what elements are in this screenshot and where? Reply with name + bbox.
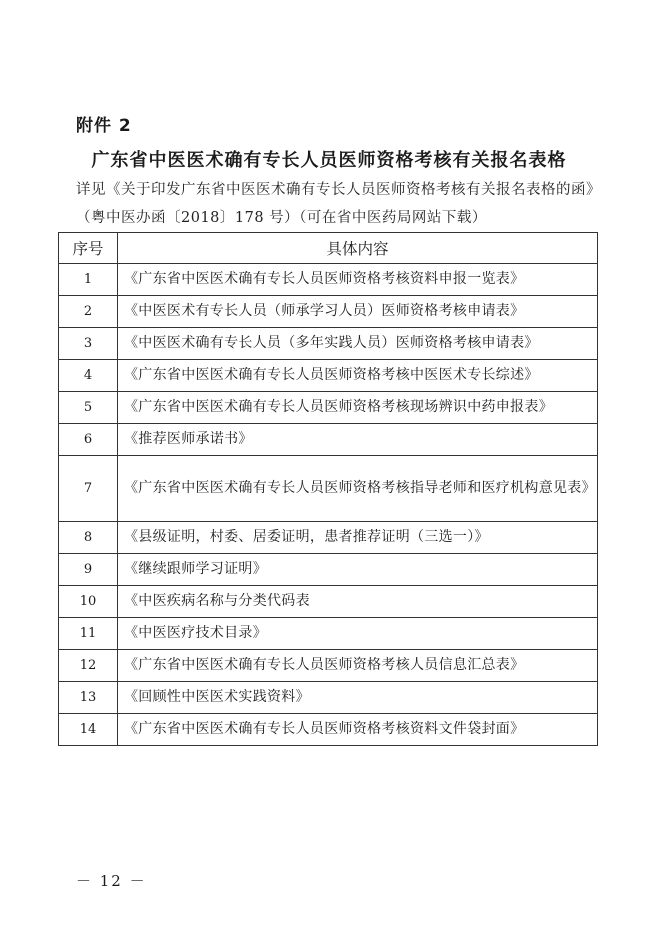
row-number: 6 (59, 424, 118, 456)
page-number: － 12 － (76, 872, 147, 890)
row-number: 13 (59, 682, 118, 714)
row-number: 12 (59, 650, 118, 682)
header-serial-number: 序号 (59, 233, 118, 264)
row-content: 《推荐医师承诺书》 (118, 424, 598, 456)
document-title: 广东省中医医术确有专长人员医师资格考核有关报名表格 (91, 150, 567, 171)
table-row (59, 296, 598, 328)
row-content: 《中医医术确有专长人员（多年实践人员）医师资格考核申请表》 (118, 328, 598, 360)
attachment-label: 附件 2 (76, 116, 132, 136)
row-number: 4 (59, 360, 118, 392)
row-number: 5 (59, 392, 118, 424)
row-number: 11 (59, 618, 118, 650)
row-content: 《广东省中医医术确有专长人员医师资格考核资料文件袋封面》 (118, 714, 598, 746)
header-content: 具体内容 (118, 233, 598, 264)
table-row (59, 424, 598, 456)
table-row (59, 360, 598, 392)
table-row (59, 714, 598, 746)
forms-table (58, 232, 598, 746)
row-content: 《回顾性中医医术实践资料》 (118, 682, 598, 714)
row-content: 《广东省中医医术确有专长人员医师资格考核中医医术专长综述》 (118, 360, 598, 392)
row-number: 8 (59, 522, 118, 554)
table-header-row (59, 233, 598, 264)
table-row (59, 650, 598, 682)
row-number: 14 (59, 714, 118, 746)
reference-note: 详见《关于印发广东省中医医术确有专长人员医师资格考核有关报名表格的函》（粤中医办函〔2018〕178 号）（可在省中医药局网站下载） (76, 182, 601, 226)
row-content: 《中医医疗技术目录》 (118, 618, 598, 650)
table-row (59, 264, 598, 296)
row-number: 9 (59, 554, 118, 586)
row-number: 2 (59, 296, 118, 328)
row-content: 《中医疾病名称与分类代码表 (118, 586, 598, 618)
row-content: 《广东省中医医术确有专长人员医师资格考核资料申报一览表》 (118, 264, 598, 296)
row-content: 《中医医术有专长人员（师承学习人员）医师资格考核申请表》 (118, 296, 598, 328)
table-row (59, 522, 598, 554)
table-row (59, 618, 598, 650)
table-row (59, 392, 598, 424)
table-row (59, 456, 598, 522)
row-content: 《继续跟师学习证明》 (118, 554, 598, 586)
row-number: 10 (59, 586, 118, 618)
row-content: 《广东省中医医术确有专长人员医师资格考核现场辨识中药申报表》 (118, 392, 598, 424)
table-row (59, 328, 598, 360)
table-row (59, 586, 598, 618)
row-number: 1 (59, 264, 118, 296)
row-number: 3 (59, 328, 118, 360)
row-content: 《广东省中医医术确有专长人员医师资格考核人员信息汇总表》 (118, 650, 598, 682)
row-content: 《广东省中医医术确有专长人员医师资格考核指导老师和医疗机构意见表》 (118, 456, 598, 522)
row-number: 7 (59, 456, 118, 522)
table-row (59, 682, 598, 714)
table-row (59, 554, 598, 586)
row-content: 《县级证明，村委、居委证明，患者推荐证明（三选一）》 (118, 522, 598, 554)
